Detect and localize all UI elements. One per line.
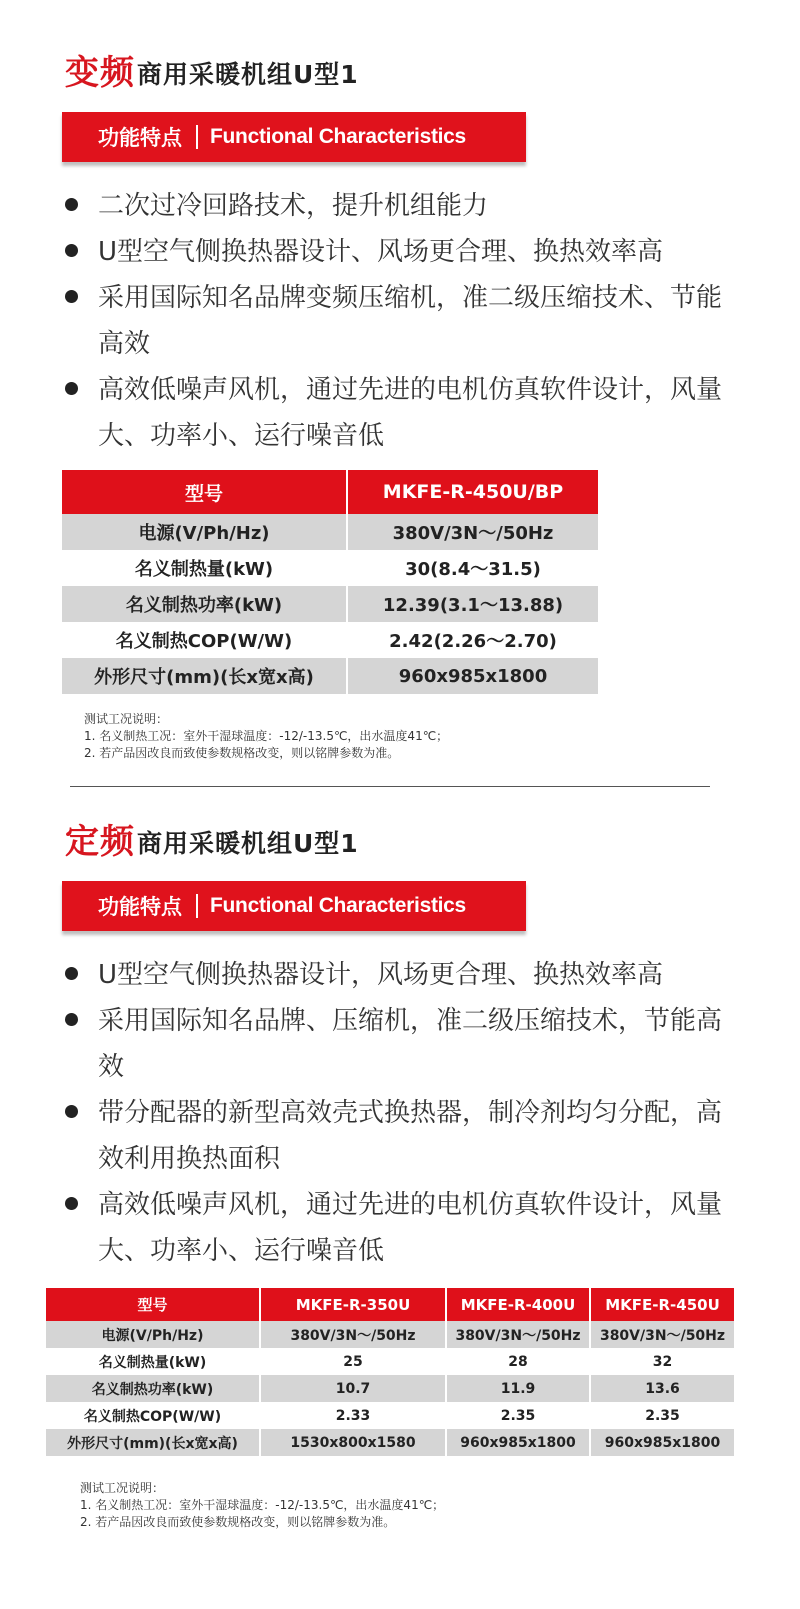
- banner-cn-label: 功能特点: [98, 126, 182, 150]
- row-value: 30(8.4～31.5): [347, 550, 598, 586]
- section-divider: [70, 786, 710, 787]
- title-rest: 商用采暖机组U型1: [137, 829, 359, 858]
- row-value: 12.39(3.1～13.88): [347, 586, 598, 622]
- feature-banner: [62, 112, 526, 162]
- row-value: 2.35: [590, 1402, 734, 1429]
- title-rest: 商用采暖机组U型1: [137, 60, 359, 89]
- row-value: 2.35: [446, 1402, 590, 1429]
- row-label: 名义制热COP(W/W): [62, 622, 347, 658]
- bullet-icon: [65, 1013, 78, 1026]
- banner-separator: [196, 894, 198, 918]
- title-accent: 定频: [65, 822, 135, 862]
- feature-item: U型空气侧换热器设计、风场更合理、换热效率高: [62, 229, 742, 275]
- row-value: 960x985x1800: [590, 1429, 734, 1456]
- notes-line: 1. 名义制热工况：室外干湿球温度：-12/-13.5℃，出水温度41℃；: [84, 729, 449, 743]
- table-header-cell: 型号: [46, 1288, 260, 1321]
- row-value: 10.7: [260, 1375, 446, 1402]
- bullet-icon: [65, 1197, 78, 1210]
- row-label: 外形尺寸(mm)(长x宽x高): [46, 1429, 260, 1456]
- table-row: [62, 586, 598, 622]
- row-value: 1530x800x1580: [260, 1429, 446, 1456]
- notes-heading: 测试工况说明：: [84, 712, 169, 726]
- banner-en-label: Functional Characteristics: [210, 125, 466, 148]
- table-header-row: [46, 1288, 734, 1321]
- row-label: 电源(V/Ph/Hz): [46, 1321, 260, 1348]
- notes-line: 2. 若产品因改良而致使参数规格改变，则以铭牌参数为准。: [84, 746, 400, 760]
- banner-separator: [196, 125, 198, 149]
- banner-en-label: Functional Characteristics: [210, 894, 466, 917]
- table-row: [62, 550, 598, 586]
- row-label: 电源(V/Ph/Hz): [62, 514, 347, 550]
- feature-item: 二次过冷回路技术，提升机组能力: [62, 183, 742, 229]
- row-value: 960x985x1800: [446, 1429, 590, 1456]
- bullet-icon: [65, 290, 78, 303]
- row-value: 380V/3N～/50Hz: [590, 1321, 734, 1348]
- row-value: 380V/3N～/50Hz: [446, 1321, 590, 1348]
- table-header-cell: 型号: [62, 470, 347, 514]
- section-title: [65, 34, 359, 94]
- row-value: 2.33: [260, 1402, 446, 1429]
- feature-item: 高效低噪声风机，通过先进的电机仿真软件设计，风量大、功率小、运行噪音低: [62, 367, 742, 459]
- feature-list: [62, 952, 742, 1274]
- spec-table: [62, 470, 598, 694]
- notes-line: 2. 若产品因改良而致使参数规格改变，则以铭牌参数为准。: [80, 1515, 396, 1529]
- bullet-icon: [65, 244, 78, 257]
- table-header-cell: MKFE-R-450U/BP: [347, 470, 598, 514]
- row-value: 2.42(2.26～2.70): [347, 622, 598, 658]
- row-label: 名义制热量(kW): [46, 1348, 260, 1375]
- feature-item: 采用国际知名品牌、压缩机，准二级压缩技术，节能高效: [62, 998, 742, 1090]
- table-header-cell: MKFE-R-450U: [590, 1288, 734, 1321]
- test-notes: [84, 711, 448, 762]
- spec-table: [46, 1288, 734, 1456]
- row-value: 25: [260, 1348, 446, 1375]
- feature-item: 采用国际知名品牌变频压缩机，准二级压缩技术、节能高效: [62, 275, 742, 367]
- row-value: 32: [590, 1348, 734, 1375]
- table-header-cell: MKFE-R-350U: [260, 1288, 446, 1321]
- row-label: 名义制热COP(W/W): [46, 1402, 260, 1429]
- row-value: 28: [446, 1348, 590, 1375]
- row-label: 名义制热功率(kW): [46, 1375, 260, 1402]
- bullet-icon: [65, 198, 78, 211]
- title-accent: 变频: [65, 53, 135, 93]
- table-row: [46, 1321, 734, 1348]
- notes-heading: 测试工况说明：: [80, 1481, 165, 1495]
- row-value: 380V/3N～/50Hz: [260, 1321, 446, 1348]
- feature-banner: [62, 881, 526, 931]
- table-header-cell: MKFE-R-400U: [446, 1288, 590, 1321]
- table-row: [62, 622, 598, 658]
- row-label: 名义制热功率(kW): [62, 586, 347, 622]
- feature-item: 带分配器的新型高效壳式换热器，制冷剂均匀分配，高效利用换热面积: [62, 1090, 742, 1182]
- bullet-icon: [65, 967, 78, 980]
- table-row: [62, 658, 598, 694]
- bullet-icon: [65, 382, 78, 395]
- feature-item: U型空气侧换热器设计，风场更合理、换热效率高: [62, 952, 742, 998]
- row-value: 13.6: [590, 1375, 734, 1402]
- notes-line: 1. 名义制热工况：室外干湿球温度：-12/-13.5℃，出水温度41℃；: [80, 1498, 445, 1512]
- row-value: 960x985x1800: [347, 658, 598, 694]
- feature-list: [62, 183, 742, 459]
- bullet-icon: [65, 1105, 78, 1118]
- table-row: [46, 1348, 734, 1375]
- row-label: 外形尺寸(mm)(长x宽x高): [62, 658, 347, 694]
- row-value: 11.9: [446, 1375, 590, 1402]
- table-row: [46, 1375, 734, 1402]
- table-row: [46, 1429, 734, 1456]
- banner-cn-label: 功能特点: [98, 895, 182, 919]
- table-row: [46, 1402, 734, 1429]
- test-notes: [80, 1480, 444, 1531]
- table-row: [62, 514, 598, 550]
- row-label: 名义制热量(kW): [62, 550, 347, 586]
- row-value: 380V/3N～/50Hz: [347, 514, 598, 550]
- section-title: [65, 803, 359, 863]
- feature-item: 高效低噪声风机，通过先进的电机仿真软件设计，风量大、功率小、运行噪音低: [62, 1182, 742, 1274]
- table-header-row: [62, 470, 598, 514]
